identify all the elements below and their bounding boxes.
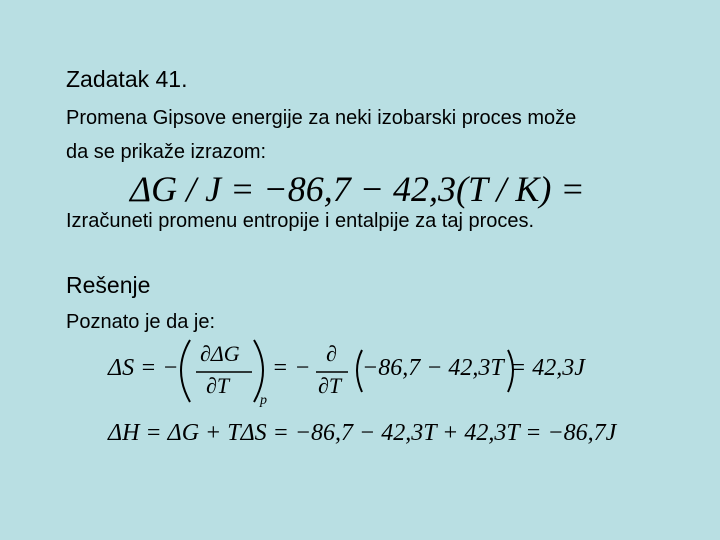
expression: −86,7 − 42,3T bbox=[362, 355, 504, 381]
intro-line-1: Promena Gipsove energije za neki izobarski proces može bbox=[66, 107, 577, 129]
partial-numerator: ∂ΔG bbox=[200, 341, 240, 366]
right-bracket bbox=[254, 340, 263, 402]
left-bracket bbox=[181, 340, 190, 402]
derivative-numerator: ∂ bbox=[326, 341, 337, 366]
known-text: Poznato je da je: bbox=[66, 311, 215, 333]
derivative-denominator: ∂T bbox=[318, 373, 342, 398]
task-title: Zadatak 41. bbox=[66, 66, 188, 92]
partial-denominator: ∂T bbox=[206, 373, 230, 398]
solution-title: Rešenje bbox=[66, 272, 151, 298]
gibbs-equation: ΔG / J = −86,7 − 42,3(T / K) = bbox=[130, 169, 585, 209]
expr-left-paren bbox=[357, 350, 362, 392]
intro-line-2: da se prikaže izrazom: bbox=[66, 141, 267, 163]
enthalpy-equation: ΔH = ΔG + TΔS = −86,7 − 42,3T + 42,3T = −86,7J bbox=[108, 420, 617, 446]
entropy-result: = 42,3J bbox=[510, 355, 585, 381]
pressure-subscript: p bbox=[260, 393, 267, 408]
expr-right-paren bbox=[508, 350, 513, 392]
equals-minus: = − bbox=[272, 355, 311, 381]
question-text: Izračuneti promenu entropije i entalpije za taj proces. bbox=[66, 210, 535, 232]
entropy-lhs: ΔS = − bbox=[108, 355, 179, 381]
